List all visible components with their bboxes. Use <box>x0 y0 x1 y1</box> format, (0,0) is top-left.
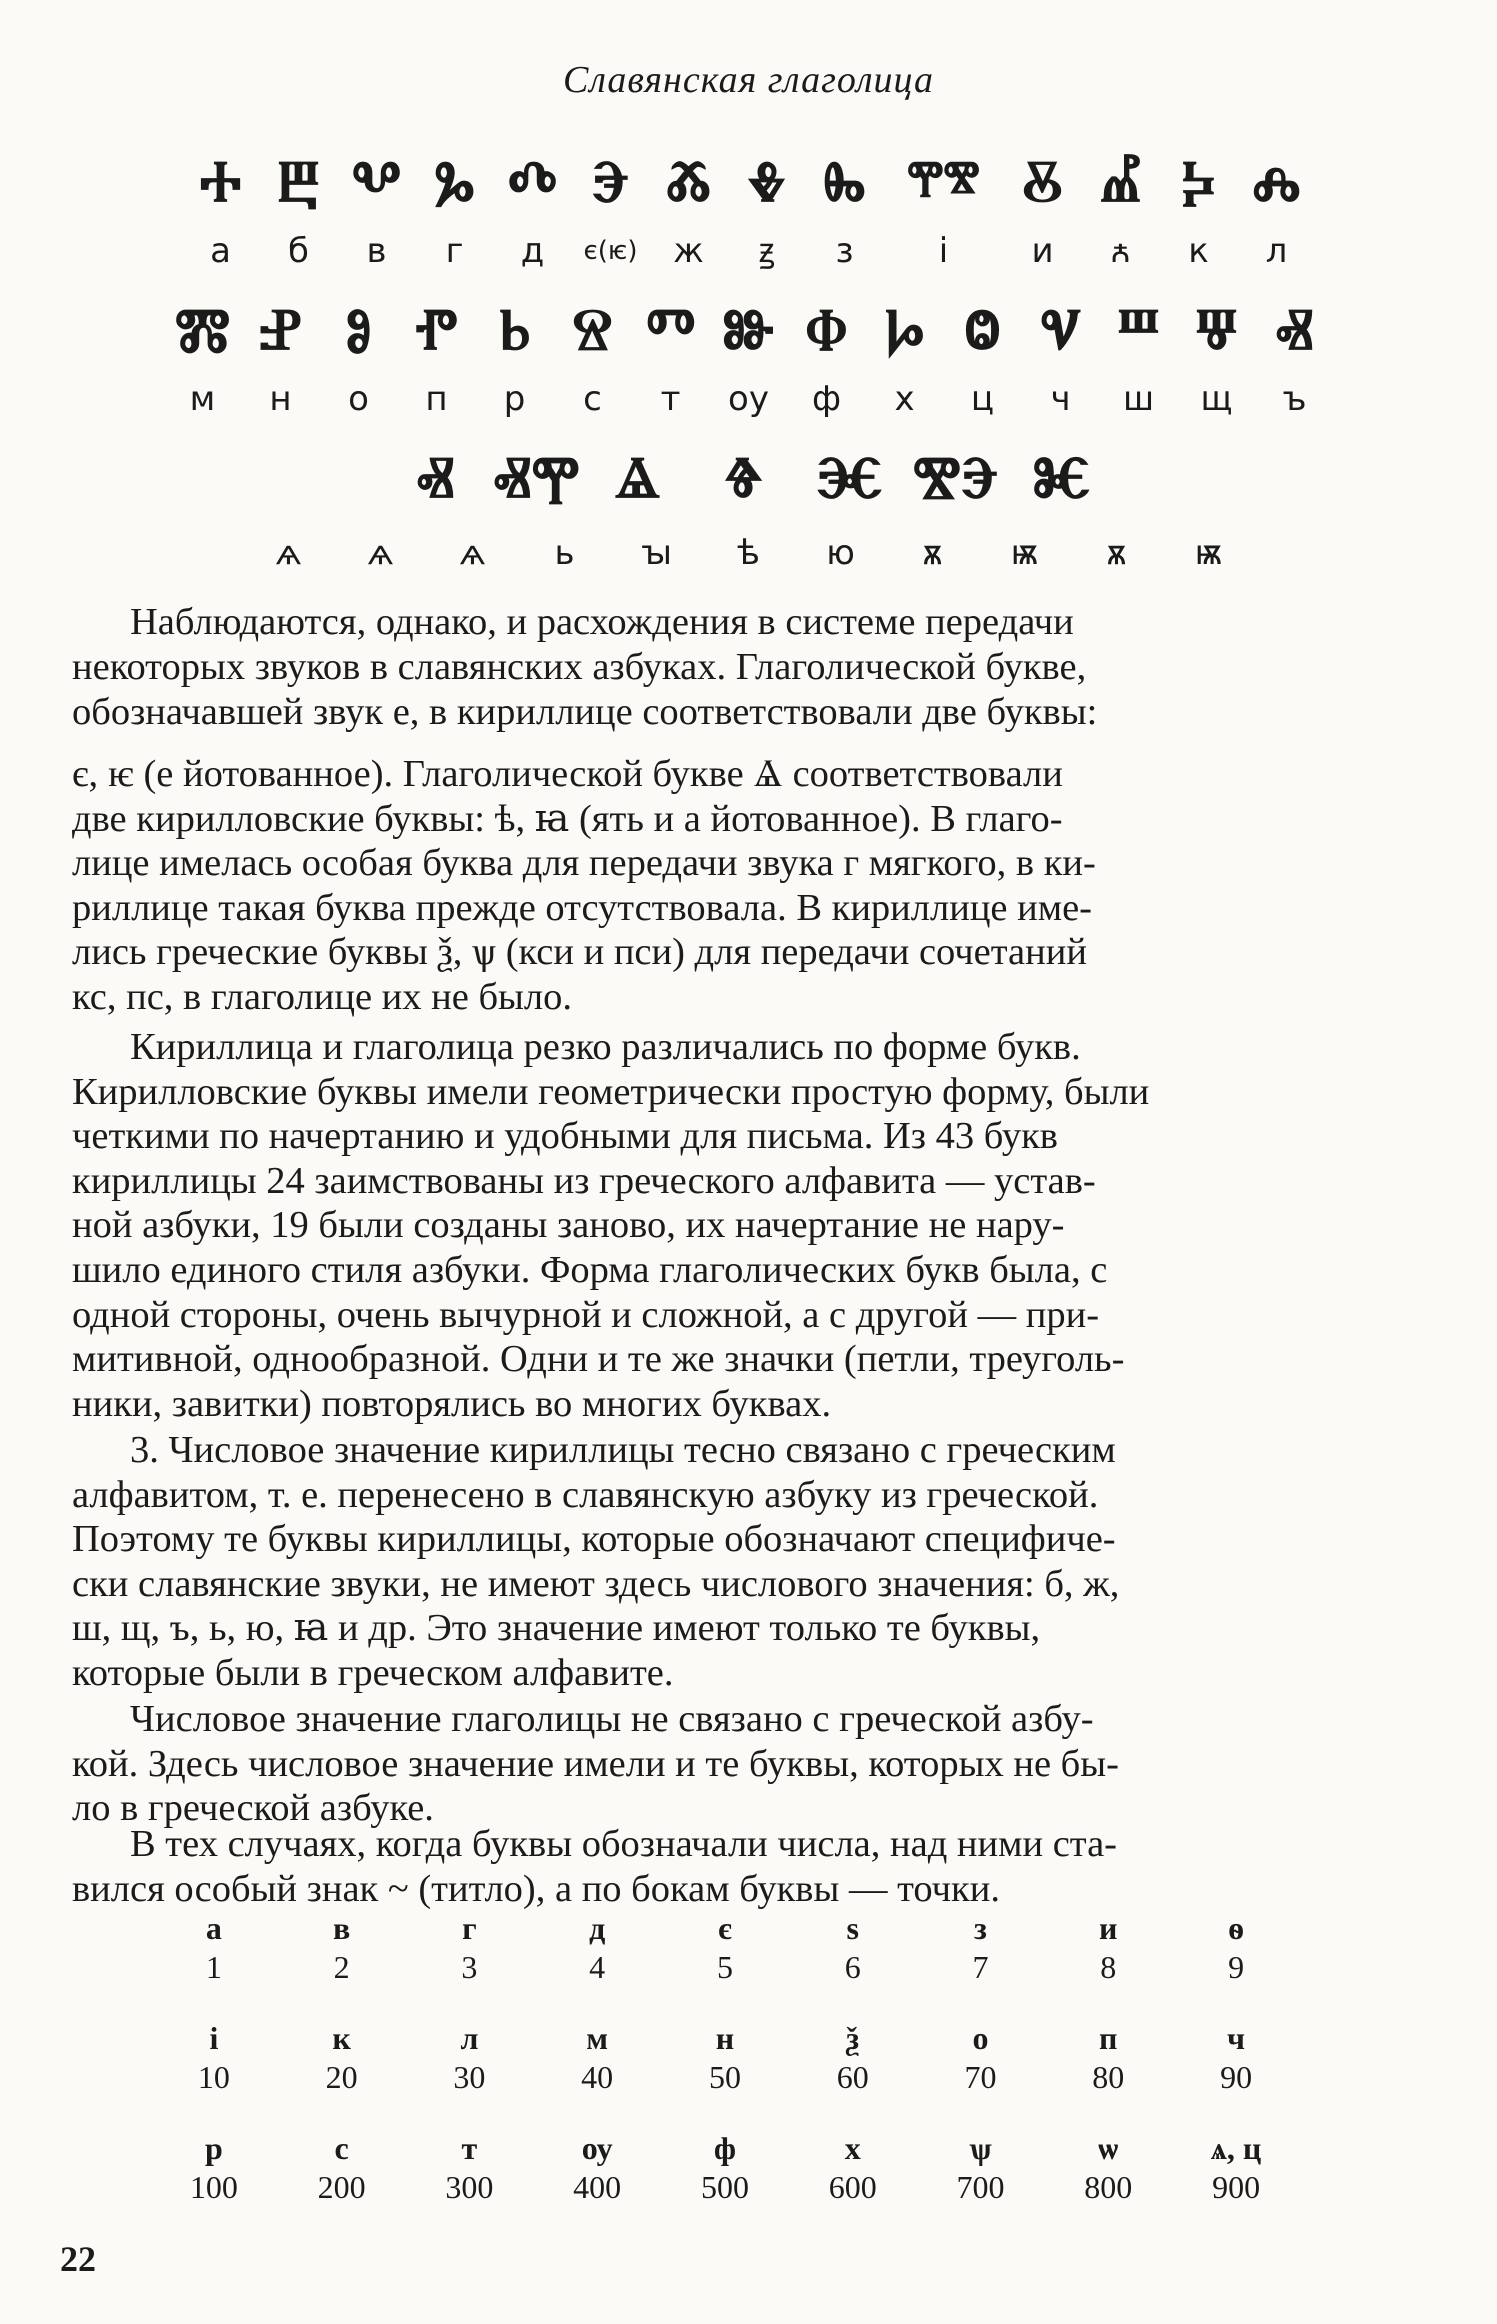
numeral-value: 700 <box>956 2169 1005 2205</box>
paragraph-4 <box>72 1697 1390 1831</box>
cyrillic-letter: ѣ <box>737 533 760 573</box>
glagolitic-letter: Ⱘ <box>1032 443 1091 511</box>
glagolitic-letter: Ⱀ <box>259 295 302 363</box>
text-line: шило единого стиля азбуки. Форма глаголических букв была, с <box>72 1248 1108 1291</box>
numeral-letter: є <box>718 1910 732 1946</box>
paragraph-1-cont-2 <box>72 752 1390 1020</box>
text-line: кой. Здесь числовое значение имели и те буквы, которых не бы- <box>72 1742 1119 1785</box>
numeral-value: 600 <box>828 2169 877 2205</box>
text-line: Числовое значение глаголицы не связано с греческой азбу- <box>130 1698 1094 1740</box>
text-line: Наблюдаются, однако, и расхождения в системе передачи <box>130 601 1074 643</box>
glagolitic-letter: Ⰸ <box>823 147 866 215</box>
paragraph-2 <box>72 1025 1390 1426</box>
cyrillic-letter: ф <box>811 379 842 419</box>
glagolitic-row-1 <box>0 146 1497 216</box>
glagolitic-letter: Ⰾ <box>1252 147 1301 215</box>
cyrillic-letter: оу <box>728 379 769 419</box>
numeral-letter: в <box>333 1910 351 1946</box>
cyrillic-letter: ш <box>1122 379 1155 419</box>
cyrillic-letter: ꙑ <box>641 533 672 573</box>
numeral-value: 4 <box>589 1949 606 1985</box>
text-line: 3. Числовое значение кириллицы тесно связано с греческим <box>130 1429 1116 1471</box>
glagolitic-letter: Ⰴ <box>507 147 558 215</box>
cyrillic-letter: ѧ <box>459 533 486 573</box>
text-line: четкими по начертанию и удобными для письма. Из 43 букв <box>72 1115 1058 1158</box>
text-line: Кирилловские буквы имели геометрически простую форму, были <box>72 1070 1150 1113</box>
numeral-letter: ѯ <box>846 2020 860 2056</box>
cyrillic-letter: ѫ <box>922 533 943 573</box>
numeral-letters-row-2 <box>150 2018 1300 2058</box>
numeral-value: 8 <box>1100 1949 1117 1985</box>
numeral-value: 300 <box>445 2169 494 2205</box>
numeral-letter: л <box>460 2020 479 2056</box>
numeral-values-row-1 <box>150 1948 1300 1992</box>
glagolitic-letter: Ⰶ <box>666 147 711 215</box>
numeral-value: 5 <box>716 1949 733 1985</box>
cyrillic-letter: ь <box>554 533 575 573</box>
numeral-value: 900 <box>1212 2169 1261 2205</box>
cyrillic-letter: ѧ <box>367 533 394 573</box>
cyrillic-letter: ю <box>826 533 855 573</box>
glagolitic-letter: Ⰻ <box>1022 147 1063 215</box>
cyrillic-letter: ꙃ <box>758 231 775 271</box>
glagolitic-letter: Ⱃ <box>498 295 531 363</box>
cyrillic-letter: ѭ <box>1010 533 1039 573</box>
numeral-table <box>150 1908 1300 2212</box>
numeral-letter: ѳ <box>1228 1910 1245 1946</box>
cyrillic-letter: ч <box>1050 379 1071 419</box>
cyrillic-letter: є(ѥ) <box>583 236 638 266</box>
glagolitic-row-3 <box>0 442 1497 512</box>
page-number: 22 <box>60 2239 96 2279</box>
numeral-letter: з <box>974 1910 987 1946</box>
glagolitic-letter: Ⱋ <box>1195 295 1238 363</box>
numeral-values-row-2 <box>150 2058 1300 2102</box>
text-line: алфавитом, т. е. перенесено в славянскую азбуку из греческой. <box>72 1473 1099 1516</box>
numeral-value: 200 <box>317 2169 366 2205</box>
text-line: ло в греческой азбуке. <box>72 1787 434 1830</box>
numeral-letters-row-3 <box>150 2128 1300 2168</box>
numeral-value: 100 <box>189 2169 238 2205</box>
cyrillic-letter: о <box>348 379 369 419</box>
text-line: обозначавшей звук е, в кириллице соответствовали две буквы: <box>72 690 1098 733</box>
numeral-letter: н <box>715 2020 735 2056</box>
text-line: лице имелась особая буква для передачи звука г мягкого, в ки- <box>72 842 1096 885</box>
glagolitic-letter: Ⱌ <box>1040 295 1081 363</box>
glagolitic-letter: Ⰲ <box>351 147 402 215</box>
text-line: Поэтому те буквы кириллицы, которые обозначают специфиче- <box>72 1518 1116 1561</box>
glagolitic-letter: ⰹⰺ <box>907 147 980 215</box>
paragraph-1 <box>72 600 1390 645</box>
glagolitic-letter: Ⰿ <box>174 295 231 363</box>
numeral-value: 50 <box>708 2059 741 2095</box>
glagolitic-letter: Ⰳ <box>434 147 475 215</box>
glagolitic-letter: Ⱄ <box>572 295 613 363</box>
cyrillic-row-2 <box>0 374 1497 424</box>
numeral-letter: оу <box>581 2130 613 2166</box>
numeral-value: 90 <box>1220 2059 1253 2095</box>
numeral-value: 6 <box>844 1949 861 1985</box>
paragraph-3 <box>72 1428 1390 1696</box>
glagolitic-letter: Ⱑ <box>615 443 660 511</box>
cyrillic-letter: х <box>894 379 915 419</box>
cyrillic-letter: м <box>189 379 216 419</box>
running-title: Славянская глаголица <box>562 59 935 101</box>
text-line: митивной, однообразной. Одни и те же значки (петли, треуголь- <box>72 1338 1125 1381</box>
cyrillic-letter: с <box>583 379 602 419</box>
glagolitic-letter: Ⱂ <box>414 295 459 363</box>
text-line: Кириллица и глаголица резко различались по форме букв. <box>130 1026 1081 1068</box>
text-line: вился особый знак ~ (титло), а по бокам буквы — точки. <box>72 1867 1000 1910</box>
glagolitic-letter: Ⱁ <box>344 295 373 363</box>
text-line: лись греческие буквы ѯ, ѱ (кси и пси) для передачи сочетаний <box>72 931 1087 974</box>
numeral-value: 40 <box>581 2059 614 2095</box>
cyrillic-letter: ѭ <box>1194 533 1223 573</box>
cyrillic-letter: щ <box>1200 379 1233 419</box>
numeral-letter: і <box>209 2020 219 2056</box>
numeral-letter: т <box>461 2130 478 2166</box>
text-line: некоторых звуков в славянских азбуках. Глаголической букве, <box>72 646 1087 688</box>
numeral-value: 400 <box>573 2169 622 2205</box>
numeral-value: 800 <box>1084 2169 1133 2205</box>
numeral-value: 30 <box>453 2059 486 2095</box>
glagolitic-letter: Ⰼ <box>1099 147 1142 215</box>
glagolitic-letter: Ⱗ <box>816 443 883 511</box>
numeral-letter: к <box>332 2020 351 2056</box>
glagolitic-letter: Ⰱ <box>277 147 320 215</box>
numeral-letter: с <box>334 2130 349 2166</box>
numeral-value: 500 <box>700 2169 749 2205</box>
glagolitic-row-2 <box>0 294 1497 364</box>
cyrillic-letter: п <box>425 379 448 419</box>
numeral-value: 1 <box>205 1949 222 1985</box>
numeral-value: 20 <box>325 2059 358 2095</box>
numeral-value: 70 <box>964 2059 997 2095</box>
cyrillic-letter: д <box>520 231 545 271</box>
glagolitic-letter: Ⱆ <box>722 295 775 363</box>
glagolitic-letter: ⰟⰉ <box>493 443 580 511</box>
numeral-letter: п <box>1099 2020 1118 2056</box>
glagolitic-letter: Ⱅ <box>646 295 695 363</box>
numeral-letter: м <box>586 2020 609 2056</box>
cyrillic-letter: ъ <box>1282 379 1307 419</box>
paragraph-5 <box>72 1822 1390 1911</box>
cyrillic-letter: ц <box>970 379 995 419</box>
cyrillic-letter: в <box>366 231 387 271</box>
cyrillic-letter: з <box>835 231 854 271</box>
glagolitic-letter: Ⱎ <box>1117 295 1160 363</box>
glagolitic-letter: Ⰵ <box>591 147 630 215</box>
numeral-value: 10 <box>197 2059 230 2095</box>
numeral-letter: х <box>844 2130 861 2166</box>
cyrillic-letter: т <box>660 379 681 419</box>
text-line: В тех случаях, когда буквы обозначали числа, над ними ста- <box>130 1823 1117 1865</box>
numeral-letter: ф <box>713 2130 737 2166</box>
numeral-values-row-3 <box>150 2168 1300 2212</box>
cyrillic-letter: б <box>288 231 309 271</box>
cyrillic-row-1 <box>0 226 1497 276</box>
numeral-letter: о <box>972 2020 989 2056</box>
glagolitic-letter: Ⱉ <box>964 295 1001 363</box>
text-line: є, ѥ (е йотованное). Глаголической букве Ⱑ соответствовали <box>72 753 1063 795</box>
glagolitic-letter: Ⱏ <box>1275 295 1314 363</box>
text-line: кириллицы 24 заимствованы из греческого алфавита — устав- <box>72 1159 1096 1202</box>
text-line: ски славянские звуки, не имеют здесь числового значения: б, ж, <box>72 1562 1120 1605</box>
text-line: ной азбуки, 19 были созданы заново, их начертание не нару- <box>72 1204 1065 1247</box>
numeral-letter: р <box>204 2130 223 2166</box>
numeral-value: 3 <box>461 1949 478 1985</box>
cyrillic-letter: ж <box>673 231 704 271</box>
numeral-value: 80 <box>1092 2059 1125 2095</box>
paragraph-1-cont <box>72 645 1390 734</box>
cyrillic-letter: ꙉ <box>1109 231 1132 271</box>
numeral-letters-row-1 <box>150 1908 1300 1948</box>
numeral-letter: ѧ, ц <box>1210 2130 1262 2166</box>
cyrillic-row-3 <box>0 528 1497 578</box>
numeral-letter: и <box>1099 1910 1118 1946</box>
glagolitic-letter: Ⱈ <box>884 295 925 363</box>
cyrillic-letter: р <box>503 379 526 419</box>
numeral-letter: ѱ <box>969 2130 992 2166</box>
text-line: две кирилловские буквы: ѣ, ꙗ (ять и а йотованное). В глаго- <box>72 797 1063 840</box>
numeral-letter: а <box>205 1910 222 1946</box>
numeral-value: 2 <box>333 1949 350 1985</box>
glagolitic-letter: Ⱇ <box>805 295 848 363</box>
cyrillic-letter: и <box>1031 231 1054 271</box>
glagolitic-letter: Ⰷ <box>747 147 786 215</box>
cyrillic-letter: ѫ <box>1106 533 1127 573</box>
text-line: ники, завитки) повторялись во многих буквах. <box>72 1382 832 1425</box>
numeral-value: 60 <box>836 2059 869 2095</box>
glagolitic-letter: Ⱏ <box>416 443 455 511</box>
cyrillic-letter: л <box>1265 231 1288 271</box>
cyrillic-letter: н <box>269 379 292 419</box>
cyrillic-letter: і <box>938 231 949 271</box>
glagolitic-letter: Ⰰ <box>199 147 242 215</box>
text-line: которые были в греческом алфавите. <box>72 1651 674 1694</box>
numeral-value: 7 <box>972 1949 989 1985</box>
numeral-letter: д <box>589 1910 606 1946</box>
text-line: ш, щ, ъ, ь, ю, ꙗ и др. Это значение имеют только те буквы, <box>72 1607 1041 1650</box>
cyrillic-letter: ѧ <box>275 533 302 573</box>
numeral-value: 9 <box>1228 1949 1245 1985</box>
cyrillic-letter: а <box>210 231 231 271</box>
cyrillic-letter: г <box>445 231 464 271</box>
numeral-letter: ѡ <box>1098 2130 1119 2166</box>
text-line: риллице такая буква прежде отсутствовала. В кириллице име- <box>72 886 1093 929</box>
numeral-letter: ч <box>1227 2020 1246 2056</box>
glagolitic-letter: Ⰽ <box>1181 147 1216 215</box>
numeral-letter: ѕ <box>846 1910 859 1946</box>
glagolitic-letter: Ⱖ <box>724 443 763 511</box>
text-line: одной стороны, очень вычурной и сложной, а с другой — при- <box>72 1293 1100 1336</box>
cyrillic-letter: к <box>1188 231 1209 271</box>
text-line: кс, пс, в глаголице их не было. <box>72 975 573 1018</box>
glagolitic-letter: ⰊⰅ <box>912 443 999 511</box>
numeral-letter: г <box>462 1910 477 1946</box>
